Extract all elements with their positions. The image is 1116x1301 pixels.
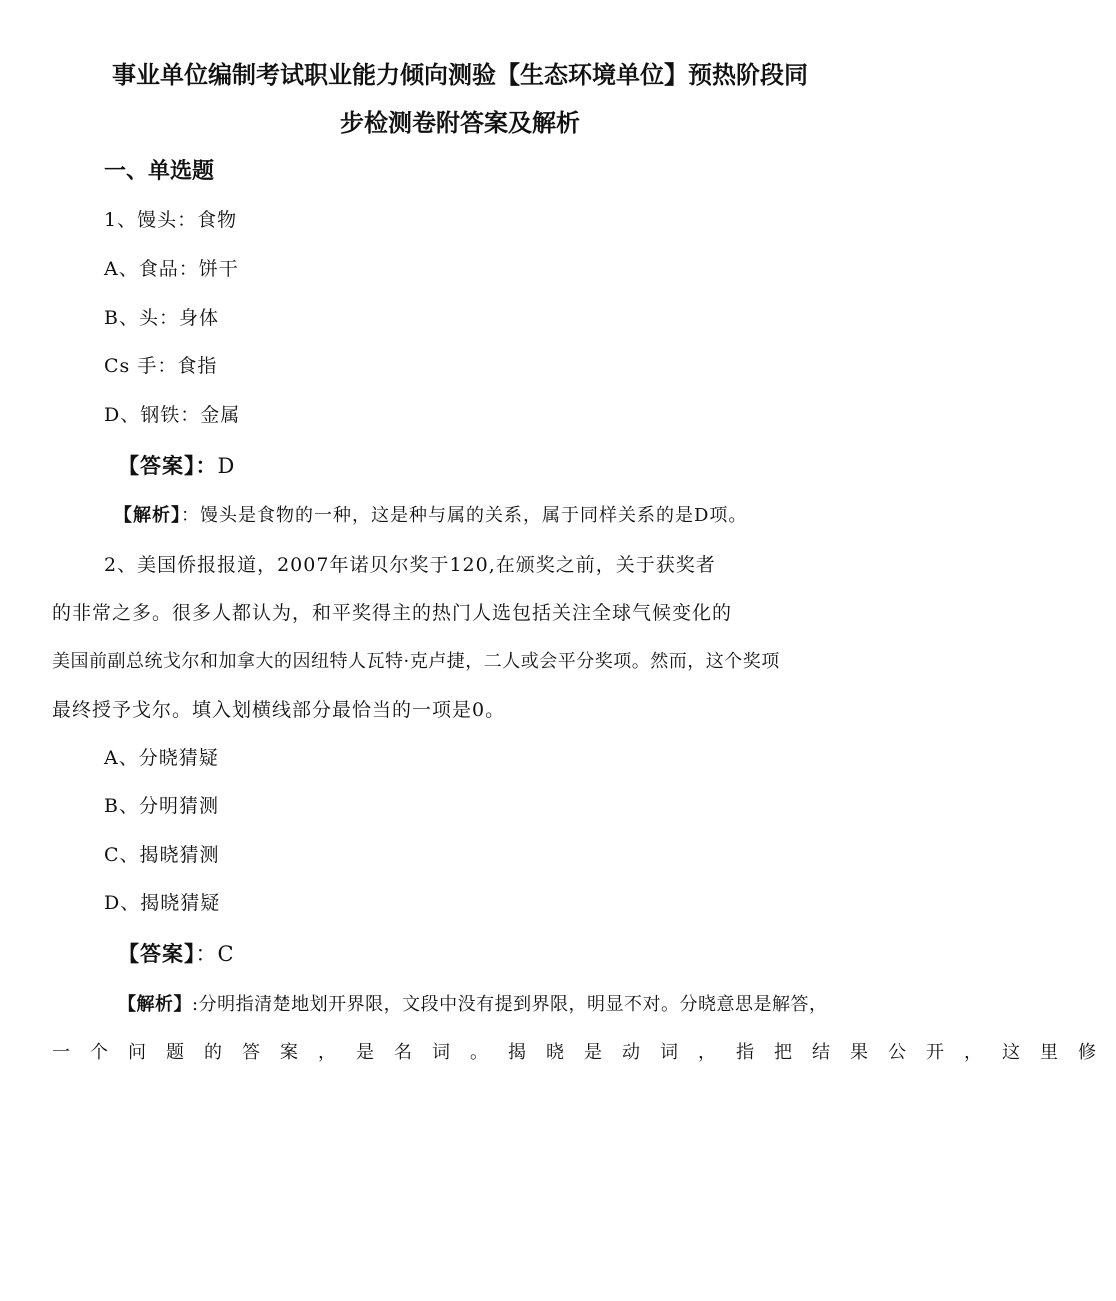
section-heading: 一、单选题 [104,159,215,184]
q2-option-b: B、分明猜测 [104,795,219,817]
q2-stem-line-1: 2、美国侨报报道，2007年诺贝尔奖于120,在颁奖之前，关于获奖者 [104,554,716,576]
q1-option-a: A、食品：饼干 [104,258,239,280]
q2-explanation-line-1 [118,993,828,1017]
q2-option-d: D、揭晓猜疑 [104,892,221,914]
q1-answer-label: 【答案】： [118,454,218,478]
q1-answer [118,454,235,479]
q1-explanation-text: ：馒头是食物的一种，这是种与属的关系，属于同样关系的是D项。 [181,505,748,526]
q1-explanation [114,504,747,528]
q1-explanation-label: 【解析】 [114,505,181,526]
q2-option-a: A、分晓猜疑 [104,747,219,769]
q2-answer-value: ：C [195,942,235,966]
q2-option-c: C、揭晓猜测 [104,844,220,866]
q1-answer-value: D [217,454,236,478]
q2-answer-label: 【答案】 [118,942,196,966]
q1-stem: 1、馒头：食物 [104,209,238,231]
q2-explanation-text-1: :分明指清楚地划开界限，文段中没有提到界限，明显不对。分晓意思是解答， [192,994,828,1015]
document-title-line-1: 事业单位编制考试职业能力倾向测验【生态环境单位】预热阶段同 [112,61,808,89]
q2-stem-line-3: 美国前副总统戈尔和加拿大的因纽特人瓦特·克卢捷，二人或会平分奖项。然而，这个奖项 [52,651,780,672]
q2-stem-line-2: 的非常之多。很多人都认为，和平奖得主的热门人选包括关注全球气候变化的 [52,602,733,624]
q1-option-c: Cs 手：食指 [104,355,218,377]
document-title-line-2: 步检测卷附答案及解析 [340,109,580,137]
q2-stem-line-4: 最终授予戈尔。填入划横线部分最恰当的一项是0。 [52,699,506,721]
q2-explanation-line-2: 一个问题的答案，是名词。揭晓是动词，指把结果公开，这里修 [52,1042,1116,1063]
q2-answer [118,942,235,967]
q1-option-d: D、钢铁：金属 [104,404,241,426]
q2-explanation-label: 【解析】 [118,994,192,1015]
q1-option-b: B、头：身体 [104,307,219,329]
